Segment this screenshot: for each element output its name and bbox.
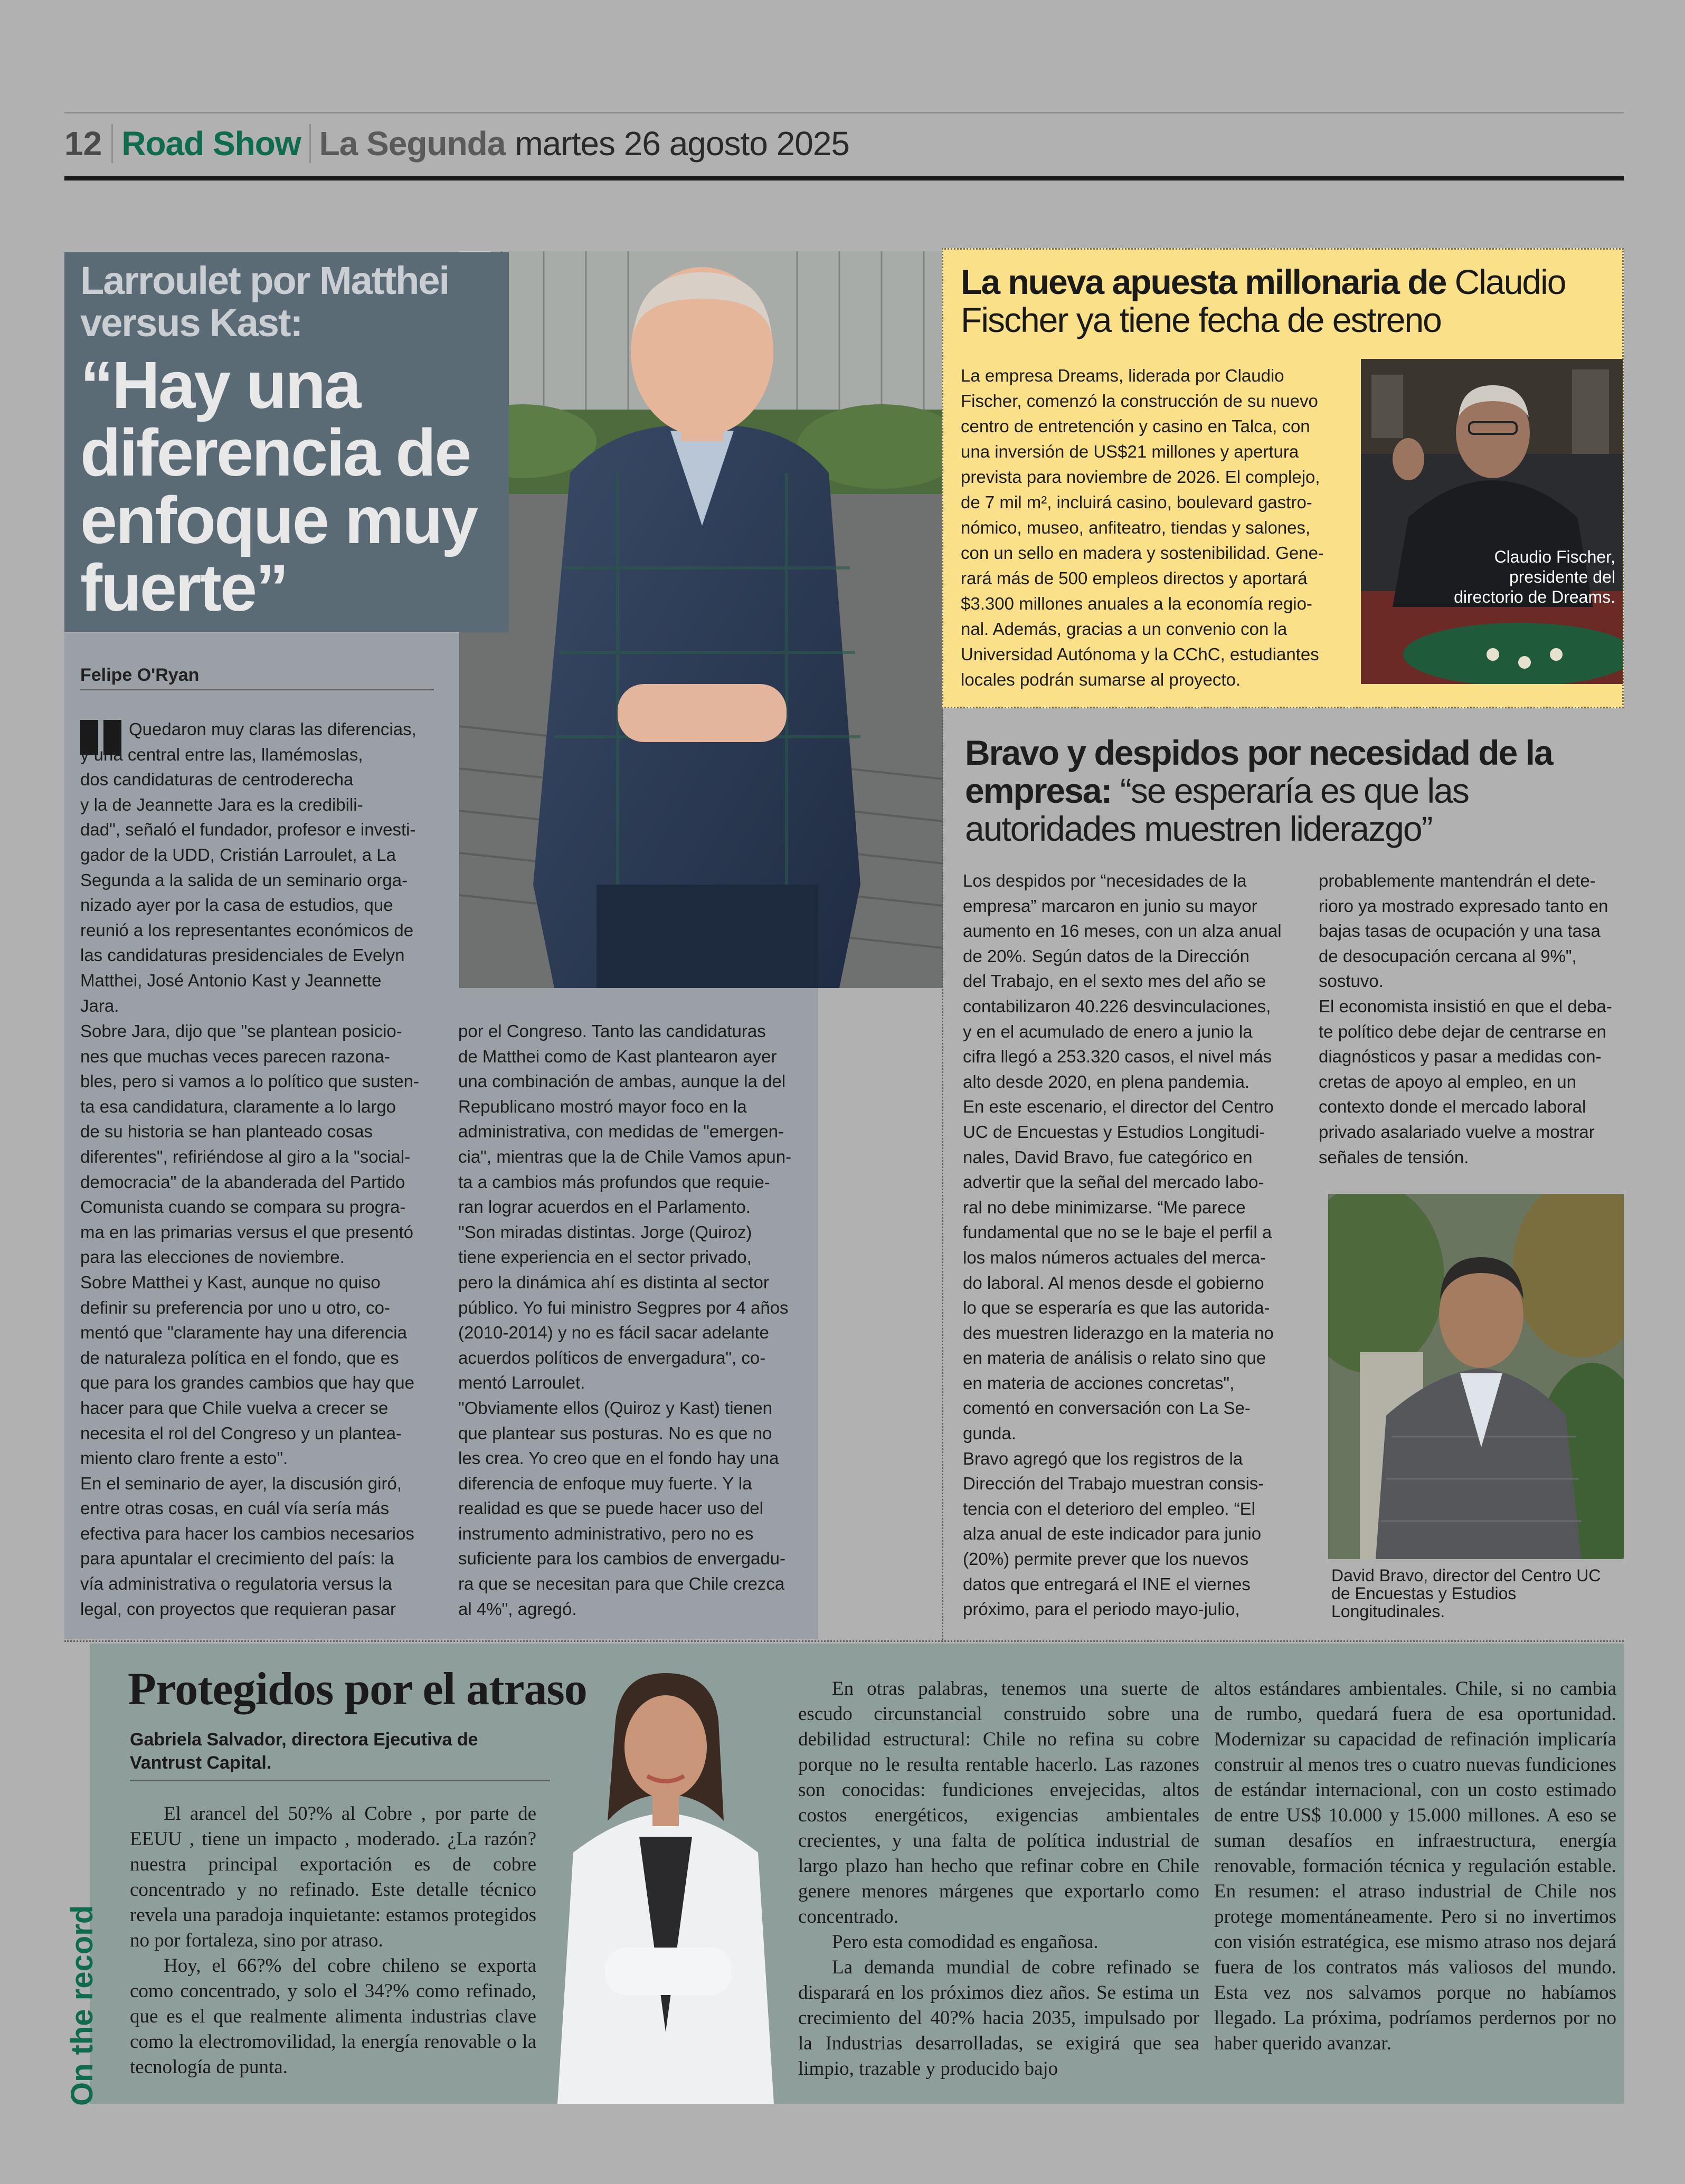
fischer-photo-caption: Claudio Fischer, presidente del directorio de Dreams. xyxy=(1454,547,1615,606)
headline-box xyxy=(64,252,509,632)
main-story-lead: Quedaron muy claras las diferencias, y una central entre las, llamémoslas, dos candidaturas de centroderecha y la de Jeannette Jara es la credibili- dad", señaló el fundador, profesor e investi- gador de la UDD, Cristián Larroulet, a La Segunda a la salida de un seminario orga- nizado ayer por la casa de estudios, que reunió a los representantes económicos de las candidaturas presidenciales de Evelyn Matthei, José Antonio Kast y Jeannette Jara. xyxy=(80,719,416,1015)
page-header xyxy=(64,117,849,170)
bravo-headline: Bravo y despidos por necesidad de la empresa: “se esperaría es que las autoridades muestren liderazgo” xyxy=(965,733,1553,848)
bravo-column-2: probablemente mantendrán el dete- rioro ya mostrado expresado tanto en bajas tasas de ocupación y una tasa de desocupación cercana al 9%", sostuvo. El economista insistió en que el deba- te político debe dejar de centrarse en diagnósticos y pasar a medidas con- cretas de apoyo al empleo, en un contexto donde el mercado laboral privado asalariado vuelve a mostrar señales de tensión. xyxy=(1319,871,1612,1167)
section-name: Road Show xyxy=(113,124,310,163)
bravo-photo-caption: David Bravo, director del Centro UC de Encuestas y Estudios Longitudinales. xyxy=(1331,1566,1601,1621)
opinion-title: Protegidos por el atraso xyxy=(128,1664,587,1715)
fischer-body: La empresa Dreams, liderada por Claudio Fischer, comenzó la construcción de su nuevo centro de entretención y casino en Talca, con una inversión de US$21 millones y apertura prevista para noviembre de 2026. El complejo, de 7 mil m², incluirá casino, boulevard gastro- nómico, museo, anfiteatro, tiendas y salones, con un sello en madera y sostenibilidad. Gene- rará más de 500 empleos directos y aportará $3.300 millones anuales a la economía regio- nal. Además, gracias a un convenio con la Universidad Autónoma y la CChC, estudiantes locales podrán sumarse al proyecto. xyxy=(961,366,1324,689)
opinion-column-3 xyxy=(1214,1676,1616,2056)
opinion-paragraph: El arancel del 50?% al Cobre , por parte de EEUU , tiene un impacto , moderado. ¿La razón? nuestra principal exportación es de cobre concentrado y no refinado. Este detalle técnico revela una paradoja inquietante: estamos protegidos no por fortaleza, sino por atraso. xyxy=(130,1803,536,1951)
section-label-vertical: On the record xyxy=(65,1905,99,2106)
larroulet-photo xyxy=(459,251,943,988)
newspaper-name: La Segunda xyxy=(319,125,506,163)
opinion-paragraph: La demanda mundial de cobre refinado se disparará en los próximos diez años. Se estima un crecimiento del 40?% hacia 2035, impulsado por la Industrias desarrolladas, se exigirá que sea limpio, trazable y producido bajo xyxy=(798,1957,1199,2079)
headline-kicker: Larroulet por Matthei versus Kast: xyxy=(80,259,449,345)
page-number: 12 xyxy=(64,124,113,163)
fischer-photo xyxy=(1361,359,1623,684)
salvador-photo xyxy=(542,1663,790,2104)
opinion-paragraph: Hoy, el 66?% del cobre chileno se exporta como concentrado, y solo el 34?% como refinado, que es el que realmente alimenta industrias clave como la electromovilidad, la energía renovable o la tecnología de punta. xyxy=(130,1955,536,2078)
bravo-photo xyxy=(1328,1194,1624,1559)
opinion-author: Gabriela Salvador, directora Ejecutiva de Vantrust Capital. xyxy=(130,1728,550,1781)
byline: Felipe O'Ryan xyxy=(80,665,434,690)
opinion-column-1 xyxy=(130,1801,536,2080)
opinion-paragraph: altos estándares ambientales. Chile, si no cambia de rumbo, quedará fuera de esa oportunidad. Modernizar su capacidad de refinación implicaría construir al menos tres o cuatro nuevas fundiciones de estándar internacional, con un costo estimado de entre US$ 10.000 y 15.000 millones. A eso se suman desafíos en infraestructura, energía renovable, formación técnica y regulación estable. En resumen: el atraso industrial de Chile nos protege momentáneamente. Pero si no invertimos con visión estratégica, ese mismo atraso nos dejará fuera de los contratos más valiosos del mundo. Esta vez nos salvamos porque no habíamos llegado. La próxima, podríamos perdernos por no haber querido avanzar. xyxy=(1214,1678,1616,2054)
opinion-column-2 xyxy=(798,1676,1199,2082)
opinion-paragraph: Pero esta comodidad es engañosa. xyxy=(832,1931,1099,1953)
opinion-paragraph: En otras palabras, tenemos una suerte de escudo circunstancial construido sobre una debilidad estructural: Chile no refina su cobre porque no le resulta rentable hacerlo. Las razones son conocidas: fundiciones envejecidas, altos costos energéticos, exigencias ambientales crecientes, y una falta de política industrial de largo plazo han hecho que refinar cobre en Chile genere menores márgenes que exportarlo como concentrado. xyxy=(798,1678,1199,1927)
header-top-rule xyxy=(64,112,1624,113)
bravo-column-1: Los despidos por “necesidades de la empresa” marcaron en junio su mayor aumento en 16 meses, con un alza anual de 20%. Según datos de la Dirección del Trabajo, en el sexto mes del año se contabilizaron 40.226 desvinculaciones, y en el acumulado de enero a junio la cifra llegó a 253.320 casos, el nivel más alto desde 2020, en plena pandemia. En este escenario, el director del Centro UC de Encuestas y Estudios Longitudi- nales, David Bravo, fue categórico en advertir que la señal del mercado labo- ral no debe minimizarse. “Me parece fundamental que no se le baje el perfil a los malos números actuales del merca- do laboral. Al menos desde el gobierno lo que se esperaría es que las autorida- des muestren liderazgo en la materia no en materia de análisis o relato sino que en materia de acciones concretas", comentó en conversación con La Se- gunda. Bravo agregó que los registros de la Dirección del Trabajo muestran consis- tencia con el deterioro del empleo. “El alza anual de este indicador para junio (20%) permite prever que los nuevos datos que entregará el INE el viernes próximo, para el periodo mayo-julio, xyxy=(963,871,1282,1619)
headline-quote: “Hay una diferencia de enfoque muy fuerte” xyxy=(80,348,477,625)
header-bottom-rule xyxy=(64,176,1624,181)
fischer-headline: La nueva apuesta millonaria de Claudio Fischer ya tiene fecha de estreno xyxy=(961,262,1566,339)
main-story-column-1: Sobre Jara, dijo que "se plantean posicio- nes que muchas veces parecen razona- bles, pero si vamos a lo político que susten- ta esa candidatura, claramente a lo largo de su historia se han planteado cosas diferentes", refiriéndose al giro a la "social- democracia" de la abanderada del Partido Comunista cuando se compara su progra- ma en las primarias versus el que presentó para las elecciones de noviembre. Sobre Matthei y Kast, aunque no quiso definir su preferencia por uno u otro, co- mentó que "claramente hay una diferencia de naturaleza política en el fondo, que es que para los grandes cambios que hay que hacer para que Chile vuelva a crecer se necesita el rol del Congreso y un plantea- miento claro frente a esto". En el seminario de ayer, la discusión giró, entre otras cosas, en cuál vía sería más efectiva para hacer los cambios necesarios para apuntalar el crecimiento del país: la vía administrativa o regulatoria versus la legal, con proyectos que requieran pasar xyxy=(80,1021,420,1619)
main-story-column-2: por el Congreso. Tanto las candidaturas de Matthei como de Kast plantearon ayer una combinación de ambas, aunque la del Republicano mostró mayor foco en la administrativa, con medidas de "emergen- cia", mientras que la de Chile Vamos apun- ta a cambios más profundos que requie- ran lograr acuerdos en el Parlamento. "Son miradas distintas. Jorge (Quiroz) tiene experiencia en el sector privado, pero la dinámica ahí es distinta al sector público. Yo fui ministro Segpres por 4 años (2010-2014) y no es fácil sacar adelante acuerdos políticos de envergadura", co- mentó Larroulet. "Obviamente ellos (Quiroz y Kast) tienen que plantear sus posturas. No es que no les crea. Yo creo que en el fondo hay una diferencia de enfoque muy fuerte. Y la realidad es que se puede hacer uso del instrumento administrativo, pero no es suficiente para los cambios de envergadu- ra que se necesitan para que Chile crezca al 4%", agregó. xyxy=(458,1021,792,1619)
issue-date: martes 26 agosto 2025 xyxy=(515,125,849,163)
column-divider xyxy=(942,710,943,1640)
section-divider xyxy=(64,1640,1624,1642)
